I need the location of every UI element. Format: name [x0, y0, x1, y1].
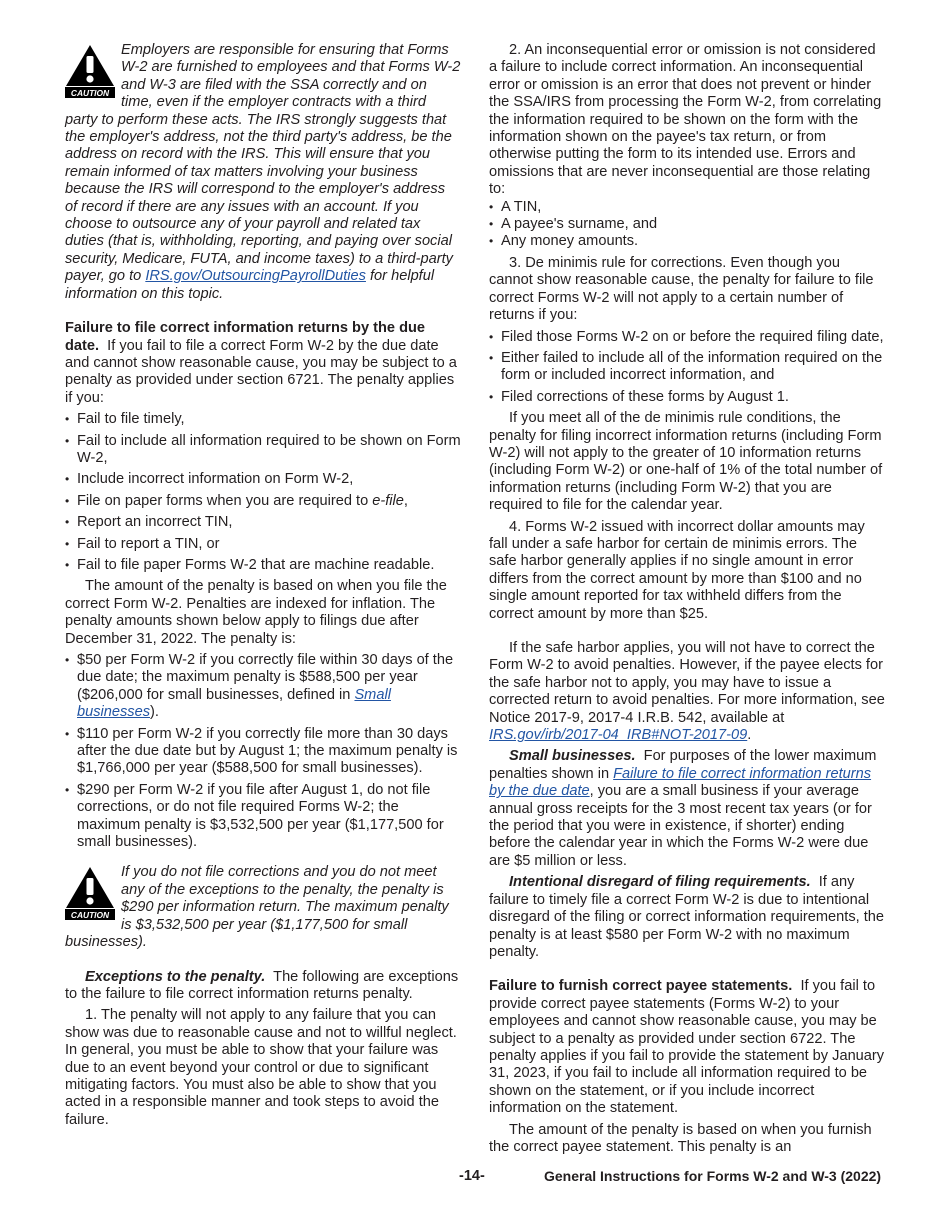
penalty-amount-paragraph: The amount of the penalty is based on when you file the correct Form W-2. Penalties are indexed for inflation. The penalty amounts shown below apply to filings due after December 31, 2022. The penalty is: — [65, 578, 447, 647]
caution-text-outsourcing: Employers are responsible for ensuring that Forms W-2 are furnished to employees and that Forms W-2 and W-3 are filed with the SSA correctly and on time, even if the employer contracts with a third party to perform these acts. The IRS strongly suggests that the employer's address, not the third party's address, be the address on record with the IRS. This will ensure that you remain informed of tax matters involving your business because the IRS will correspond to the employer's address of record if there are any issues with an account. If you choose to outsource any of your payroll and related tax duties (that is, withholding, reporting, and paying over social security, Medicare, FUTA, and income taxes) to a third-party payer, go to — [65, 42, 461, 285]
failure-file-paragraph — [65, 320, 461, 407]
small-businesses-link[interactable]: Small businesses — [77, 686, 391, 721]
furnish-amount-paragraph: The amount of the penalty is based on when you furnish the correct payee statement. This penalty is an — [489, 1121, 872, 1155]
exception-item-1: 1. The penalty will not apply to any failure that you can show was due to reasonable cause and not to willful neglect. In general, you must be able to show that your failure was due to an event beyond your control or due to significant mitigating factors. You must also be able to show that you acted in a responsible manner and took steps to avoid the failure. — [65, 1007, 457, 1128]
exception-item-4: 4. Forms W-2 issued with incorrect dollar amounts may fall under a safe harbor for certain de minimis errors. The safe harbor generally applies if no single amount in error differs from the correct amount by more than $100 and no single amount reported for tax withheld differs from the correct amount by more than $25. — [489, 518, 865, 622]
exceptions-heading: Exceptions to the penalty. — [85, 968, 266, 985]
small-businesses-heading: Small businesses. — [509, 748, 636, 765]
caution-note-outsourcing — [65, 42, 461, 303]
penalty-tier-2: • $110 per Form W-2 if you correctly file more than 30 days after the due date but by August 1; the maximum penalty is $1,766,000 per year ($588,500 for small businesses). — [65, 726, 461, 778]
notice-2017-9-link[interactable]: IRS.gov/irb/2017-04_IRB#NOT-2017-09 — [489, 727, 748, 744]
small-businesses-paragraph: Small businesses. For purposes of the lower maximum penalties shown in Failure to file correct information returns by the due date, you are a small business if your average annual gross receipts for the 3 most recent tax years (or for the period that you were in existence, if shorter) ending before the calendar year in which the Forms W-2 were due are $5 million or less. — [489, 748, 877, 869]
de-minimis-paragraph: If you meet all of the de minimis rule conditions, the penalty for filing incorrect information returns (including Form W-2) will not apply to the greater of 10 information returns (including Form W-2) or one-half of 1% of the total number of information returns (including Form W-2) that you are required to file for the calendar year. — [489, 410, 883, 514]
caution-text-corrections: If you do not file corrections and you do not meet any of the exceptions to the penalty, the penalty is $290 per information return. The maximum penalty is $3,532,500 per year ($1,177,500 for small businesses). — [65, 864, 449, 951]
list-item: • Either failed to include all of the information required on the form or included incorrect information, and — [489, 350, 887, 385]
list-item: • Fail to include all information required to be shown on Form W-2, — [65, 433, 461, 468]
exceptions-paragraph: Exceptions to the penalty. The following are exceptions to the failure to file correct information returns penalty. — [65, 968, 459, 1002]
failure-furnish-paragraph: Failure to furnish correct payee statements. If you fail to provide correct payee statements (Forms W-2) to your employees and cannot show reasonable cause, you may be subject to a penalty as provided under section 6722. The penalty applies if you fail to provide the statement by January 31, 2023, if you fail to include all information required to be shown on the statement, or if you include incorrect information on the statement. — [489, 978, 885, 1117]
caution-note-corrections — [65, 864, 461, 951]
failure-file-heading: Failure to file correct information returns by the due date. — [65, 320, 426, 354]
right-column — [489, 42, 887, 1156]
left-column — [65, 42, 461, 1129]
list-item: • Any money amounts. — [489, 233, 887, 250]
penalty-tier-1: • $50 per Form W-2 if you correctly file within 30 days of the due date; the maximum penalty is $588,500 per year ($206,000 for small businesses, defined in Small businesses). — [65, 652, 461, 722]
list-item: • Include incorrect information on Form W-2, — [65, 471, 461, 488]
failure-furnish-heading: Failure to furnish correct payee statements. — [489, 978, 793, 995]
list-item: • Report an incorrect TIN, — [65, 514, 461, 531]
intentional-disregard-heading: Intentional disregard of filing requirements. — [509, 874, 811, 891]
caution-text-outsourcing-end: for helpful information on this topic. — [65, 268, 435, 302]
list-item: • Fail to file paper Forms W-2 that are machine readable. — [65, 557, 461, 574]
list-item-efile: • File on paper forms when you are required to e-file, — [65, 493, 461, 510]
list-item: • Fail to file timely, — [65, 411, 461, 428]
intentional-disregard-paragraph: Intentional disregard of filing requirements. If any failure to timely file a correct Form W-2 is due to intentional disregard of the filing or correct information requirements, the penalty is at least $580 per Form W-2 with no maximum penalty. — [489, 874, 885, 960]
failure-to-file-link[interactable]: Failure to file correct information returns by the due date — [489, 765, 872, 800]
list-item: • Filed corrections of these forms by August 1. — [489, 389, 887, 406]
page-number: -14- — [459, 1168, 485, 1184]
list-item: • A TIN, — [489, 199, 887, 216]
caution-label: CAUTION — [70, 910, 110, 921]
outsourcing-payroll-link[interactable]: IRS.gov/OutsourcingPayrollDuties — [145, 268, 366, 285]
footer-title: General Instructions for Forms W-2 and W-3 (2022) — [544, 1168, 882, 1184]
list-item: • Fail to report a TIN, or — [65, 536, 461, 553]
list-item: • Filed those Forms W-2 on or before the required filing date, — [489, 329, 887, 346]
list-item: • A payee's surname, and — [489, 216, 887, 233]
exception-item-3: 3. De minimis rule for corrections. Even though you cannot show reasonable cause, the penalty for failure to file correct Forms W-2 will not apply to a certain number of returns if you: — [489, 254, 874, 324]
penalty-tier-3: • $290 per Form W-2 if you file after August 1, do not file corrections, or do not file required Forms W-2; the maximum penalty is $3,532,500 per year ($1,177,500 for small businesses). — [65, 782, 461, 852]
caution-icon — [65, 866, 115, 920]
failure-file-body: If you fail to file a correct Form W-2 by the due date and cannot show reasonable cause, you may be subject to a penalty as provided under section 6721. The penalty applies if you: — [65, 337, 457, 406]
caution-label: CAUTION — [70, 88, 110, 98]
caution-icon — [65, 44, 115, 98]
safe-harbor-paragraph: If the safe harbor applies, you will not have to correct the Form W-2 to avoid penalties. However, if the payee elects for the safe harbor not to apply, you may have to issue a corrected return to avoid penalties. For more information, see Notice 2017-9, 2017-4 I.R.B. 542, available at IRS.gov/irb/2017-04_IRB#NOT-2017-09. — [489, 640, 885, 744]
exception-item-2: 2. An inconsequential error or omission is not considered a failure to include correct information. An inconsequential error or omission is an error that does not prevent or hinder the SSA/IRS from processing the Form W-2, from correlating the information required to be shown on the form with the information shown on the payee's tax return, or from otherwise putting the form to its intended use. Errors and omissions that are never inconsequential are those relating to: — [489, 42, 882, 198]
